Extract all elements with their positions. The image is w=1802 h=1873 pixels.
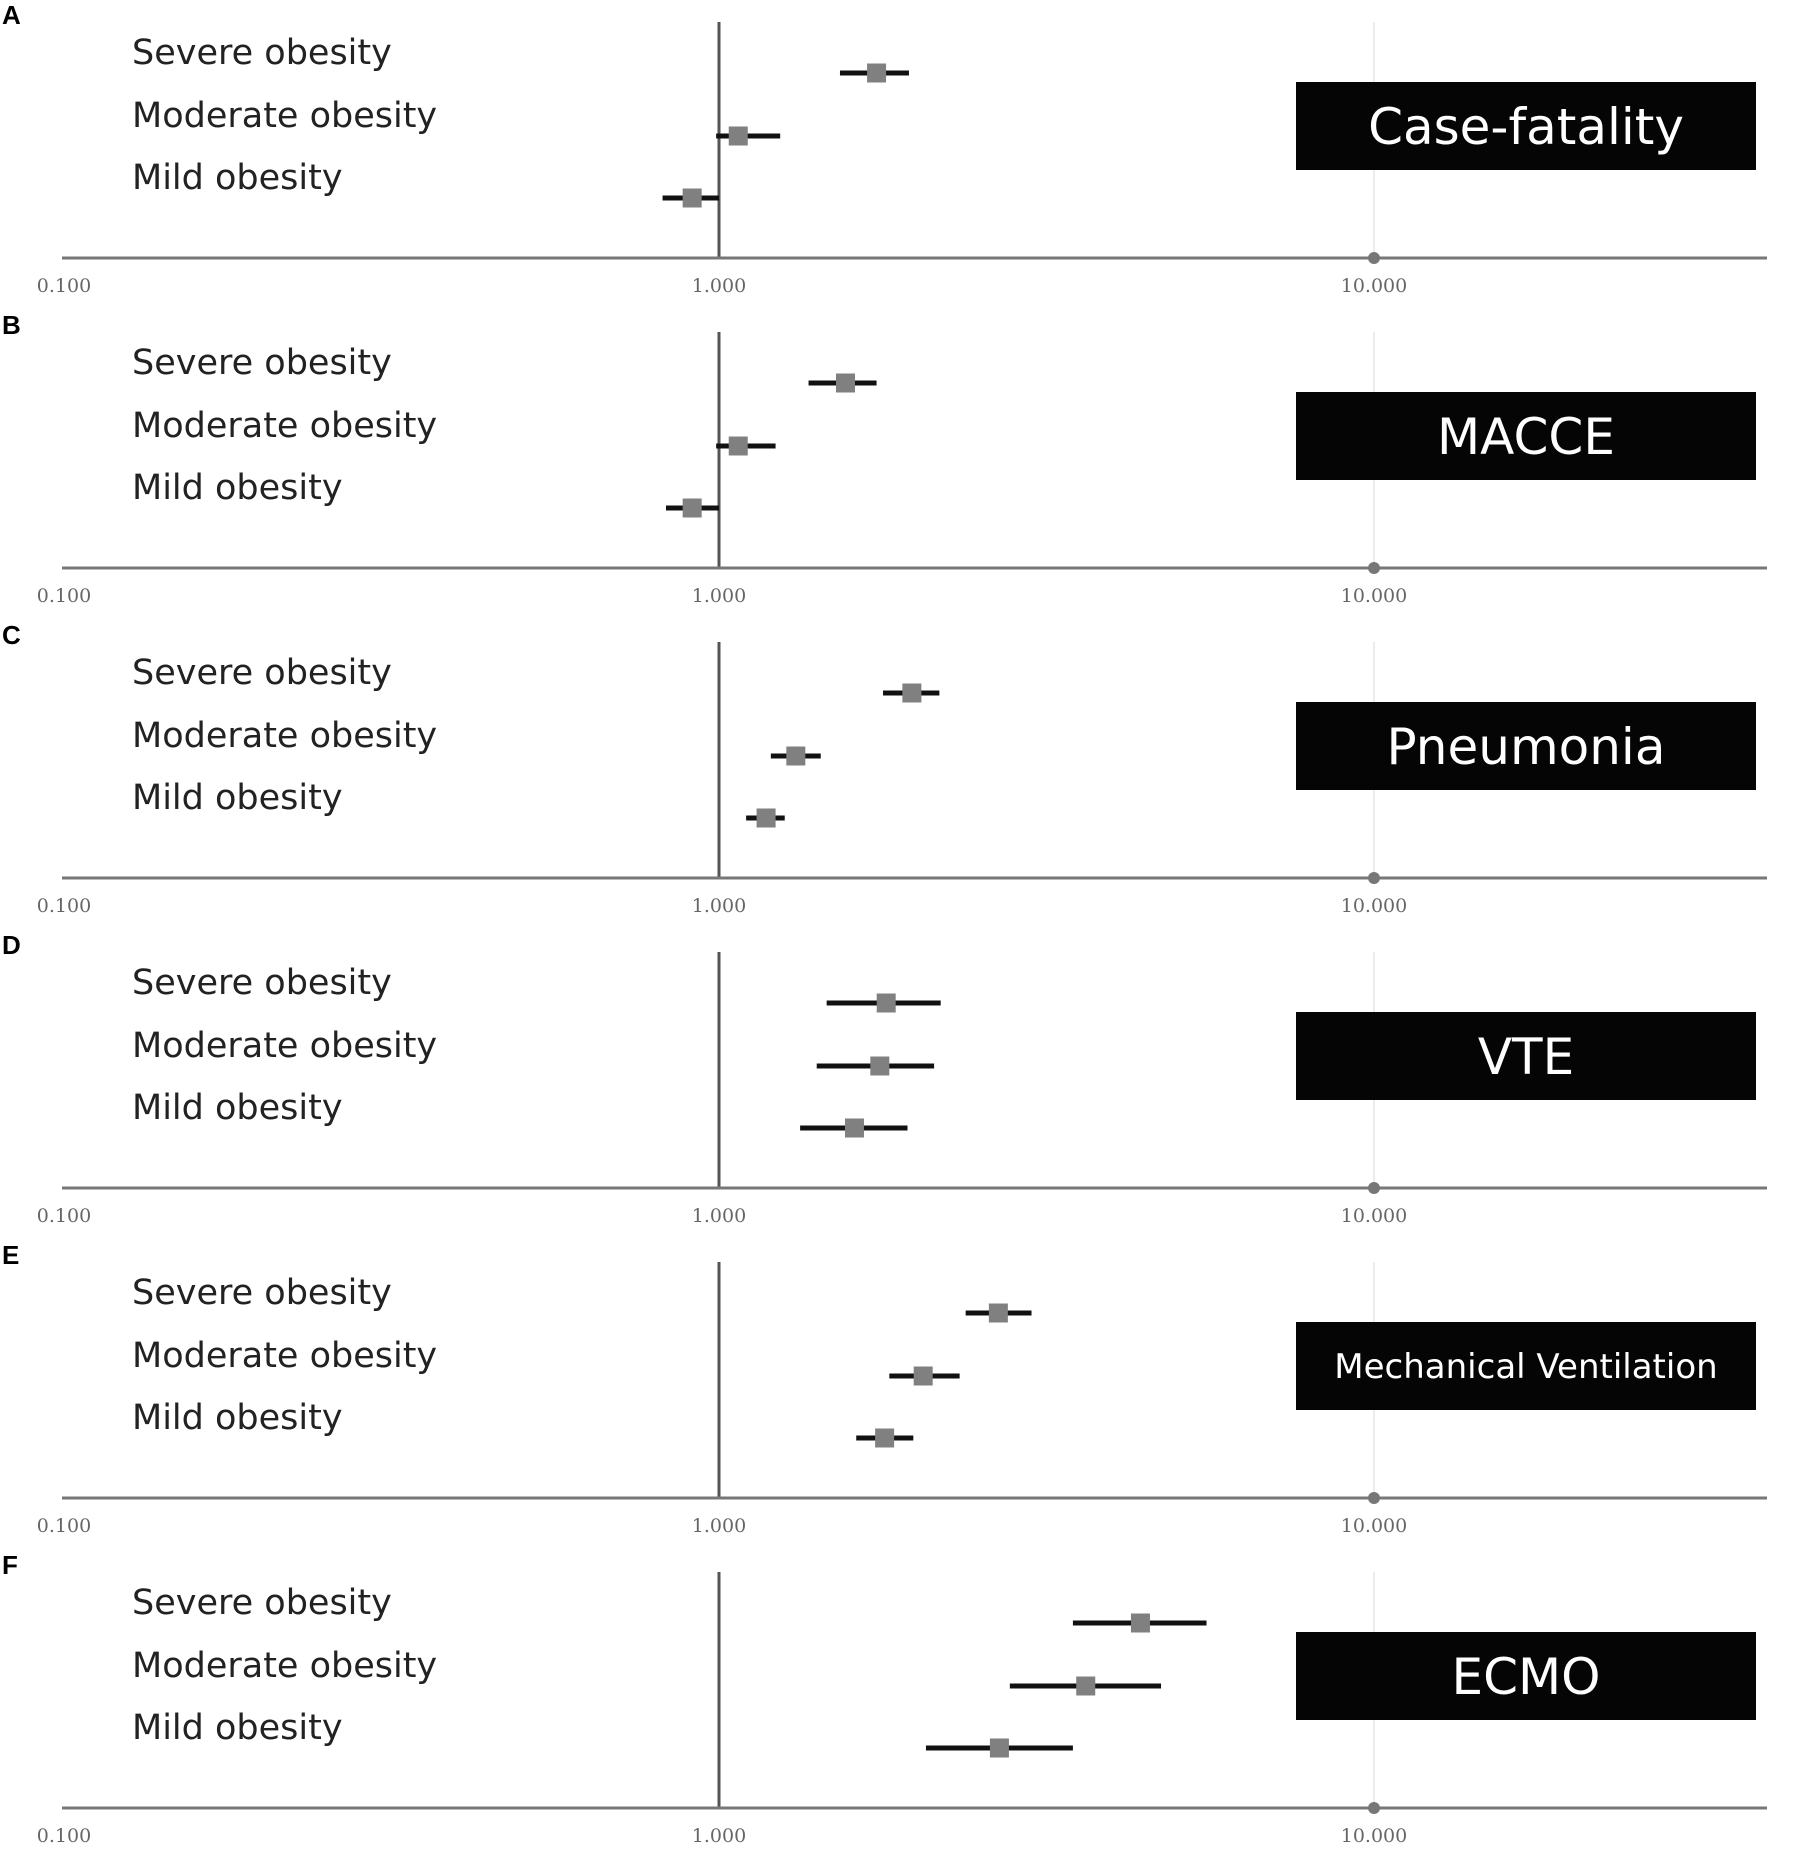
x-axis-dot-10 [1368,872,1380,884]
estimate-marker [683,499,702,518]
estimate-marker [786,747,805,766]
panel-letter: D [2,930,21,960]
row-label: Severe obesity [132,1273,392,1313]
row-label: Severe obesity [132,963,392,1003]
panel-letter: F [2,1550,18,1580]
row-label: Mild obesity [132,158,343,198]
panel-title: ECMO [1451,1648,1601,1706]
panel-letter: B [2,310,21,340]
row-label: Mild obesity [132,1088,343,1128]
estimate-marker [683,189,702,208]
panel-title: Pneumonia [1386,718,1666,776]
row-label: Mild obesity [132,778,343,818]
x-tick-label: 10.000 [1340,1825,1408,1847]
estimate-marker [877,994,896,1013]
estimate-marker [870,1057,889,1076]
panel-a [2,0,1767,297]
x-tick-label: 0.100 [36,1515,92,1537]
estimate-marker [729,127,748,146]
x-tick-label: 1.000 [691,1205,747,1227]
panel-title: MACCE [1437,408,1615,466]
x-tick-label: 10.000 [1340,895,1408,917]
estimate-marker [867,64,886,83]
x-axis-dot-10 [1368,562,1380,574]
row-label: Moderate obesity [132,1336,438,1376]
panel-e [2,1240,1767,1537]
estimate-marker [1131,1614,1150,1633]
row-label: Severe obesity [132,1583,392,1623]
panel-d [2,930,1767,1227]
row-label: Mild obesity [132,1398,343,1438]
row-label: Severe obesity [132,343,392,383]
x-tick-label: 10.000 [1340,1205,1408,1227]
x-tick-label: 0.100 [36,1205,92,1227]
panel-title: Case-fatality [1368,98,1684,156]
x-tick-label: 1.000 [691,275,747,297]
row-label: Severe obesity [132,653,392,693]
row-label: Moderate obesity [132,1646,438,1686]
x-tick-label: 0.100 [36,585,92,607]
x-tick-label: 0.100 [36,895,92,917]
estimate-marker [902,684,921,703]
row-label: Mild obesity [132,1708,343,1748]
panel-letter: A [2,0,21,30]
x-tick-label: 0.100 [36,275,92,297]
estimate-marker [757,809,776,828]
x-axis-dot-10 [1368,1182,1380,1194]
panel-letter: E [2,1240,20,1270]
panel-b [2,310,1767,607]
panel-letter: C [2,620,21,650]
x-tick-label: 10.000 [1340,1515,1408,1537]
row-label: Severe obesity [132,33,392,73]
panel-title: VTE [1477,1028,1575,1086]
x-tick-label: 1.000 [691,585,747,607]
row-label: Moderate obesity [132,96,438,136]
row-label: Moderate obesity [132,1026,438,1066]
x-axis-dot-10 [1368,252,1380,264]
estimate-marker [729,437,748,456]
x-tick-label: 10.000 [1340,275,1408,297]
x-tick-label: 1.000 [691,1825,747,1847]
estimate-marker [845,1119,864,1138]
x-axis-dot-10 [1368,1492,1380,1504]
estimate-marker [989,1304,1008,1323]
x-tick-label: 1.000 [691,895,747,917]
x-tick-label: 0.100 [36,1825,92,1847]
estimate-marker [990,1739,1009,1758]
row-label: Moderate obesity [132,716,438,756]
row-label: Moderate obesity [132,406,438,446]
panel-title: Mechanical Ventilation [1334,1347,1718,1388]
x-tick-label: 1.000 [691,1515,747,1537]
estimate-marker [875,1429,894,1448]
x-axis-dot-10 [1368,1802,1380,1814]
estimate-marker [836,374,855,393]
panel-c [2,620,1767,917]
estimate-marker [914,1367,933,1386]
panel-f [2,1550,1767,1847]
x-tick-label: 10.000 [1340,585,1408,607]
estimate-marker [1076,1677,1095,1696]
row-label: Mild obesity [132,468,343,508]
